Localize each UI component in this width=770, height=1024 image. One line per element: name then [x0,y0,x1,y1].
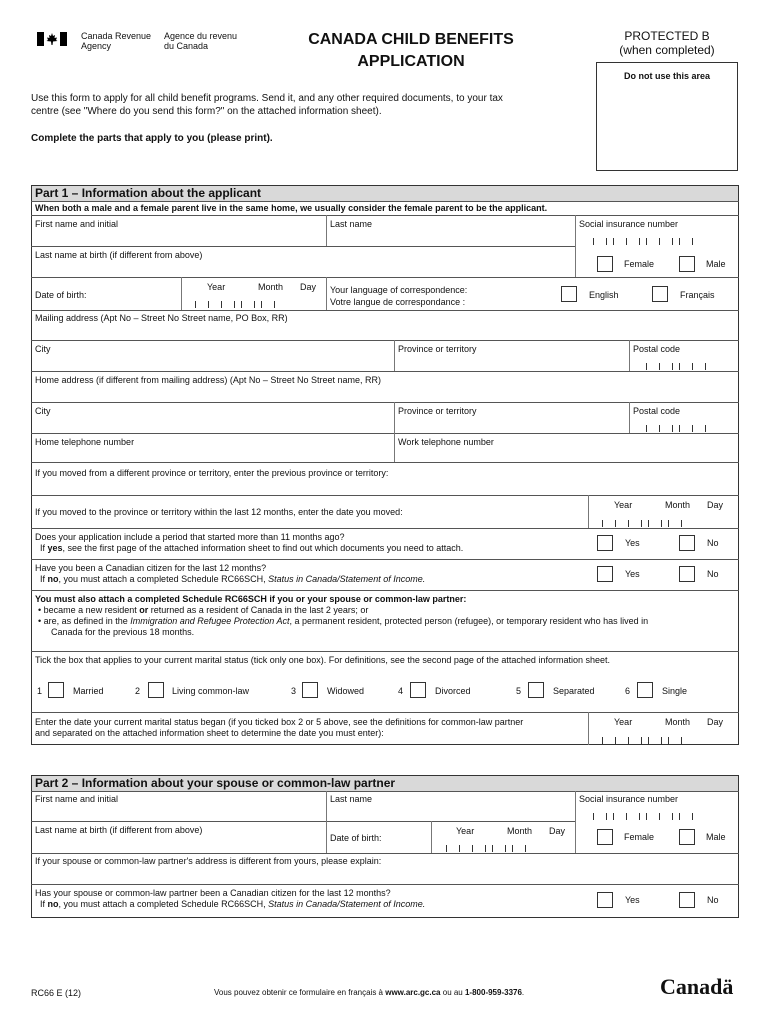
period-yes-label: Yes [625,538,640,548]
city-label: City [35,344,51,354]
work-phone-field[interactable] [395,449,738,461]
marital-5-number: 5 [516,686,522,696]
last-name-birth-field[interactable] [32,262,575,276]
divorced-label: Divorced [435,686,471,696]
citizen-yes-label: Yes [625,569,640,579]
postal-code-field[interactable] [646,363,706,370]
spouse-dob-label: Date of birth: [330,833,382,843]
mailing-address-field[interactable] [32,324,738,339]
period-yes-checkbox[interactable] [597,535,613,551]
spouse-citizen-question: Has your spouse or common-law partner been a Canadian citizen for the last 12 months? If no, you must attach a completed Schedule RC66SCH, Status in Canada/Statement of Income. [35,888,426,909]
home-postal-code-label: Postal code [633,406,681,416]
moved-date-label: If you moved to the province or territory within the last 12 months, enter the date you moved: [35,507,403,517]
dob-day-label: Day [300,282,317,292]
spouse-last-name-label: Last name [330,794,373,804]
home-phone-field[interactable] [32,449,394,461]
agency-name-fr: Agence du revenu du Canada [164,31,238,51]
marital-day-label: Day [707,717,724,727]
single-checkbox[interactable] [637,682,653,698]
sin-label: Social insurance number [579,219,679,229]
spouse-male-label: Male [706,832,726,842]
marital-4-number: 4 [398,686,404,696]
male-checkbox[interactable] [679,256,695,272]
widowed-label: Widowed [327,686,365,696]
spouse-address-label: If your spouse or common-law partner's address is different from yours, please explain: [35,856,382,866]
citizen-question: Have you been a Canadian citizen for the last 12 months? If no, you must attach a completed Schedule RC66SCH, Status in Canada/Statement of Income. [35,563,426,584]
province-label: Province or territory [398,344,477,354]
part2-heading: Part 2 – Information about your spouse or common-law partner [32,776,738,791]
home-province-field[interactable] [395,418,629,432]
marital-date-field[interactable] [602,737,682,744]
spouse-sin-field[interactable] [593,813,693,820]
home-province-label: Province or territory [398,406,477,416]
marital-3-number: 3 [291,686,297,696]
province-field[interactable] [395,356,629,370]
spouse-last-name-field[interactable] [327,806,575,820]
period-no-label: No [707,538,719,548]
spouse-citizen-no-checkbox[interactable] [679,892,695,908]
marital-month-label: Month [665,717,691,727]
dob-field[interactable] [195,301,275,308]
common-law-checkbox[interactable] [148,682,164,698]
office-use-area: Do not use this area [596,62,738,171]
home-city-label: City [35,406,51,416]
home-city-field[interactable] [32,418,394,432]
english-checkbox[interactable] [561,286,577,302]
agency-name-en: Canada Revenue Agency [81,31,152,51]
spouse-sin-label: Social insurance number [579,794,679,804]
mailing-address-label: Mailing address (Apt No – Street No Street name, PO Box, RR) [35,313,288,323]
first-name-field[interactable] [32,230,326,246]
must-attach-bullets: • became a new resident or returned as a resident of Canada in the last 2 years; or • are, as defined in the Immigration and Refugee Protection Act, a permanent resident, protected person (refugee), or temporary resident who has lived in Canada for the previous 18 months. [38,605,649,637]
last-name-birth-label: Last name at birth (if different from above) [35,250,203,260]
female-label: Female [624,259,655,269]
citizen-no-label: No [707,569,719,579]
common-law-label: Living common-law [172,686,250,696]
postal-code-label: Postal code [633,344,681,354]
spouse-male-checkbox[interactable] [679,829,695,845]
dob-label: Date of birth: [35,290,87,300]
complete-parts-instruction: Complete the parts that apply to you (please print). [31,133,273,144]
spouse-year-label: Year [456,826,475,836]
spouse-female-checkbox[interactable] [597,829,613,845]
married-label: Married [73,686,104,696]
divorced-checkbox[interactable] [410,682,426,698]
spouse-citizen-no-label: No [707,895,719,905]
spouse-citizen-yes-checkbox[interactable] [597,892,613,908]
home-address-label: Home address (if different from mailing address) (Apt No – Street No Street name, RR) [35,375,381,385]
moved-province-field[interactable] [32,480,738,494]
spouse-female-label: Female [624,832,655,842]
marital-6-number: 6 [625,686,631,696]
intro-text: Use this form to apply for all child benefit programs. Send it, and any other required documents, to your tax centre (see "Where do you send this form?" on the attached information sheet). [31,93,503,117]
dob-year-label: Year [207,282,226,292]
home-postal-code-field[interactable] [646,425,706,432]
part1-heading: Part 1 – Information about the applicant [32,186,738,201]
applicant-note: When both a male and a female parent live in the same home, we usually consider the female parent to be the applicant. [35,203,548,213]
canada-flag-icon [37,32,67,46]
home-phone-label: Home telephone number [35,437,135,447]
male-label: Male [706,259,726,269]
separated-label: Separated [553,686,595,696]
single-label: Single [662,686,688,696]
dob-month-label: Month [258,282,284,292]
spouse-first-name-label: First name and initial [35,794,119,804]
marital-year-label: Year [614,717,633,727]
citizen-yes-checkbox[interactable] [597,566,613,582]
period-question: Does your application include a period that started more than 11 months ago? If yes, see the first page of the attached information sheet to find out which documents you need to attach. [35,532,464,553]
spouse-address-field[interactable] [32,868,738,883]
francais-label: Français [680,290,715,300]
francais-checkbox[interactable] [652,286,668,302]
canada-wordmark: Canadä [660,974,734,999]
city-field[interactable] [32,356,394,370]
first-name-label: First name and initial [35,219,119,229]
female-checkbox[interactable] [597,256,613,272]
last-name-field[interactable] [327,230,575,246]
last-name-label: Last name [330,219,373,229]
marital-2-number: 2 [135,686,141,696]
moved-year-label: Year [614,500,633,510]
must-attach-heading: You must also attach a completed Schedule RC66SCH if you or your spouse or common-law partner: [35,594,467,604]
moved-month-label: Month [665,500,691,510]
spouse-citizen-yes-label: Yes [625,895,640,905]
sin-field[interactable] [593,238,693,245]
spouse-day-label: Day [549,826,566,836]
moved-date-field[interactable] [602,520,682,527]
language-label: Your language of correspondence: Votre langue de correspondance : [330,285,468,307]
period-no-checkbox[interactable] [679,535,695,551]
form-title: CANADA CHILD BENEFITS APPLICATION [308,31,514,70]
moved-province-label: If you moved from a different province or territory, enter the previous province or territory: [35,468,389,478]
protected-b-label: PROTECTED B (when completed) [619,29,715,57]
moved-day-label: Day [707,500,724,510]
form-identifier: RC66 E (12) [31,988,82,998]
spouse-last-name-birth-label: Last name at birth (if different from above) [35,825,203,835]
english-label: English [589,290,619,300]
spouse-last-name-birth-field[interactable] [32,837,326,852]
widowed-checkbox[interactable] [302,682,318,698]
work-phone-label: Work telephone number [398,437,494,447]
marital-1-number: 1 [37,686,43,696]
separated-checkbox[interactable] [528,682,544,698]
spouse-first-name-field[interactable] [32,806,326,820]
spouse-dob-field[interactable] [446,845,526,852]
home-address-field[interactable] [32,386,738,401]
spouse-month-label: Month [507,826,533,836]
marital-date-label: Enter the date your current marital status began (if you ticked box 2 or 5 above, see the definitions for common-law partner and separated on the attached information sheet to determine the date you must enter): [35,717,524,738]
french-availability-note: Vous pouvez obtenir ce formulaire en français à www.arc.gc.ca ou au 1-800-959-3376. [214,988,525,997]
marital-status-instruction: Tick the box that applies to your current marital status (tick only one box). For definitions, see the second page of the attached information sheet. [35,655,610,665]
citizen-no-checkbox[interactable] [679,566,695,582]
married-checkbox[interactable] [48,682,64,698]
